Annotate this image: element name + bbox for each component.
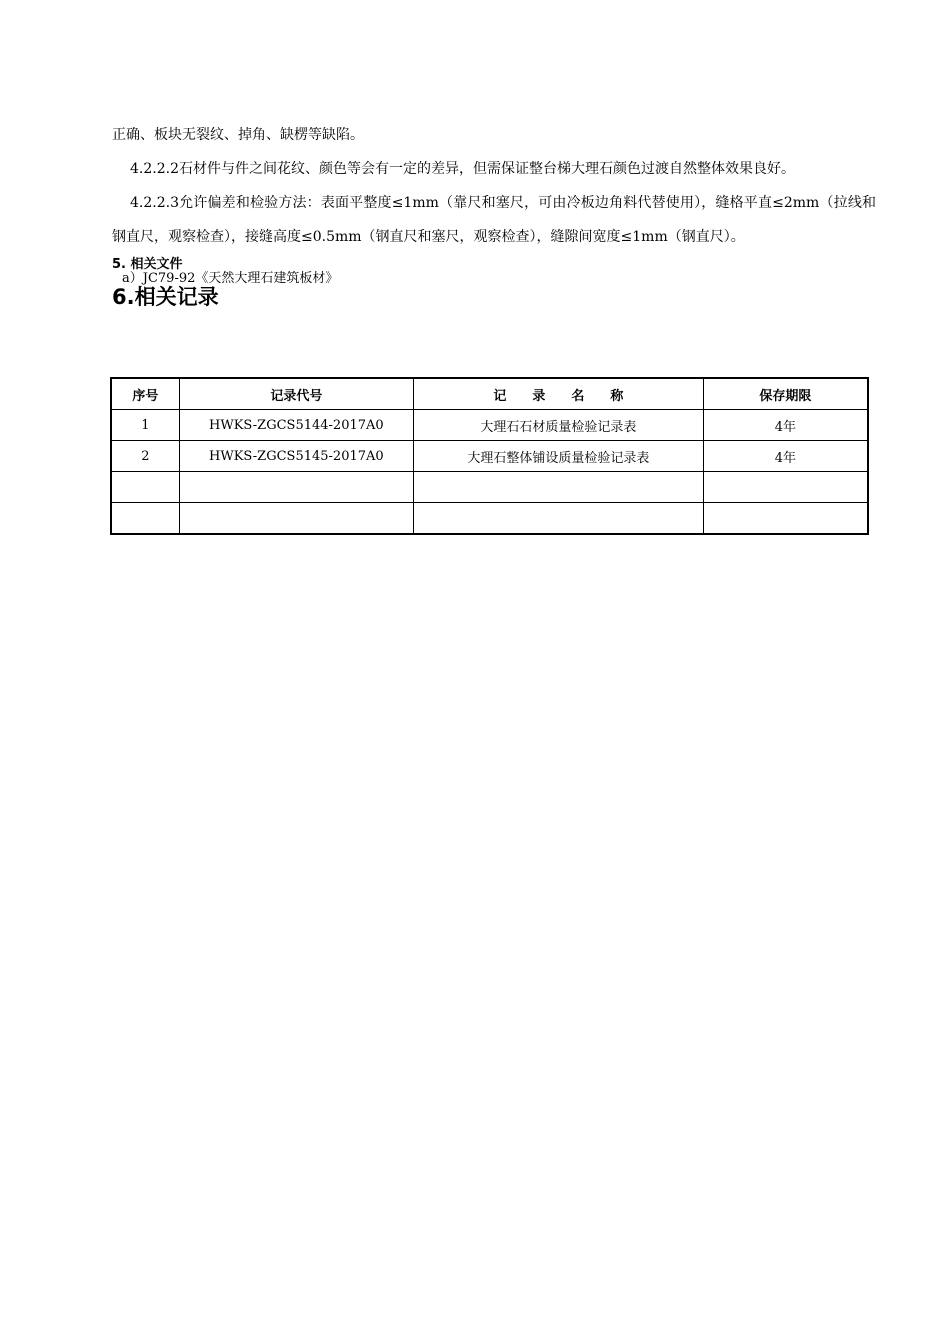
section-6-heading: 6.相关记录 <box>112 285 219 309</box>
cell-serial: 2 <box>111 441 179 472</box>
cell-record-code: HWKS-ZGCS5145-2017A0 <box>179 441 413 472</box>
header-record-code: 记录代号 <box>179 378 413 410</box>
section-5-reference: a）JC79-92《天然大理石建筑板材》 <box>122 271 339 286</box>
document-body <box>112 118 876 308</box>
header-retention: 保存期限 <box>703 378 868 410</box>
cell-serial <box>111 472 179 503</box>
cell-retention <box>703 503 868 535</box>
cell-retention: 4年 <box>703 410 868 441</box>
table-row <box>111 410 868 441</box>
cell-retention: 4年 <box>703 441 868 472</box>
cell-record-name: 大理石整体铺设质量检验记录表 <box>413 441 703 472</box>
paragraph-4-2-2-2: 4.2.2.2石材件与件之间花纹、颜色等会有一定的差异，但需保证整台梯大理石颜色过渡自然整体效果良好。 <box>130 161 795 177</box>
paragraph-4-2-2-3: 4.2.2.3允许偏差和检验方法：表面平整度≤1mm（靠尺和塞尺，可由冷板边角料代替使用），缝格平直≤2mm（拉线和钢直尺，观察检查），接缝高度≤0.5mm（钢直尺和塞尺，观察检查），缝隙间宽度≤1mm（钢直尺）。 <box>112 195 876 245</box>
cell-record-name: 大理石石材质量检验记录表 <box>413 410 703 441</box>
cell-record-code <box>179 472 413 503</box>
paragraph-defects: 正确、板块无裂纹、掉角、缺楞等缺陷。 <box>112 127 364 143</box>
table-row <box>111 503 868 535</box>
section-5-heading: 5. 相关文件 <box>112 257 183 272</box>
records-table <box>110 377 869 535</box>
cell-record-code <box>179 503 413 535</box>
cell-record-name <box>413 503 703 535</box>
header-serial: 序号 <box>111 378 179 410</box>
table-header-row <box>111 378 868 410</box>
cell-serial: 1 <box>111 410 179 441</box>
cell-record-code: HWKS-ZGCS5144-2017A0 <box>179 410 413 441</box>
cell-record-name <box>413 472 703 503</box>
cell-serial <box>111 503 179 535</box>
table-row <box>111 472 868 503</box>
cell-retention <box>703 472 868 503</box>
table-row <box>111 441 868 472</box>
header-record-name: 记 录 名 称 <box>413 378 703 410</box>
